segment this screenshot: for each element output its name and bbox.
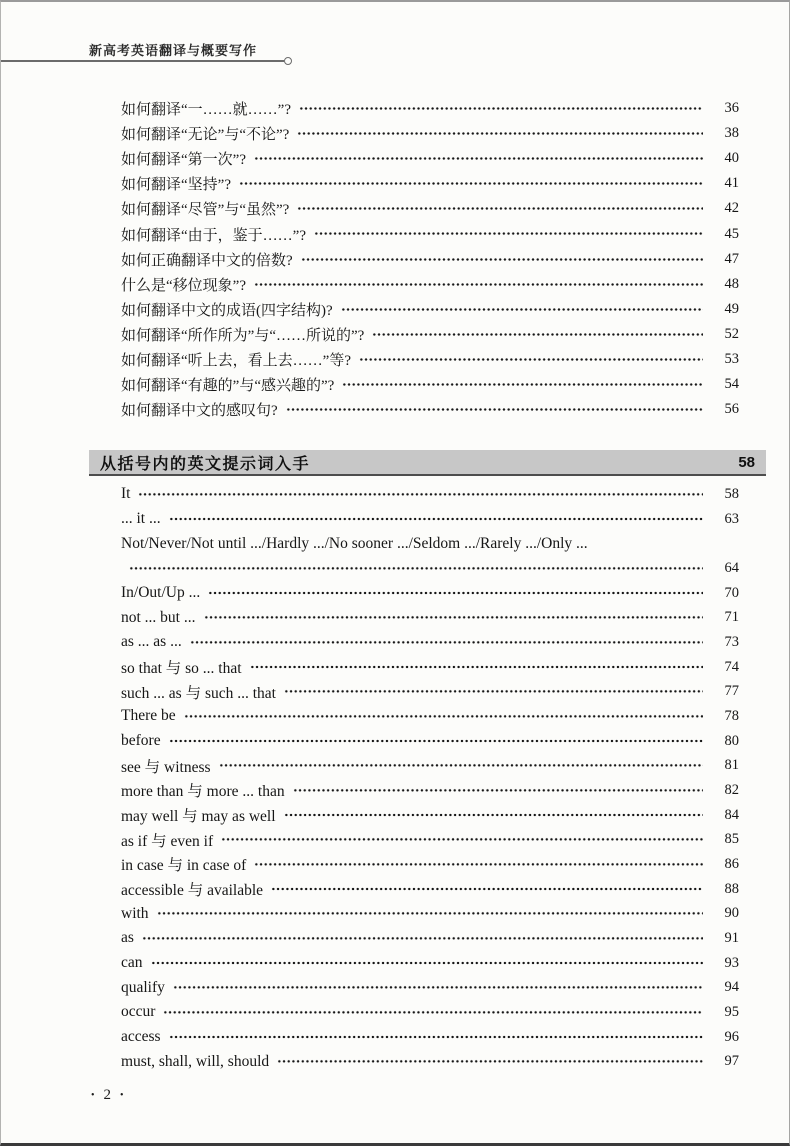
dot-leader [221, 827, 703, 852]
footer-decor-right-dot: • [120, 1090, 124, 1101]
toc-entry-page-number: 90 [724, 905, 739, 922]
dot-leader [299, 96, 703, 121]
toc-entry [121, 729, 739, 754]
toc-entry-label: as ... as ... [121, 633, 182, 651]
toc-entry-label: 如何翻译中文的感叹句? [121, 403, 278, 420]
toc-entry [121, 630, 739, 655]
toc-entry-page-number: 70 [724, 584, 739, 601]
dot-leader [277, 1049, 703, 1074]
page-footer [91, 1087, 124, 1104]
toc-entry-page-number: 94 [724, 979, 739, 996]
toc-entry [121, 482, 739, 507]
toc-entry-label: In/Out/Up ... [121, 584, 201, 602]
toc-entry [121, 704, 739, 729]
toc-section-page-number: 58 [738, 453, 755, 471]
toc-entry [121, 531, 739, 556]
toc-entry-page-number: 41 [724, 175, 739, 192]
toc-entry-page-number: 84 [724, 806, 739, 823]
toc-entry-label: not ... but ... [121, 608, 196, 626]
toc-entry-label: 什么是“移位现象”? [121, 277, 246, 294]
toc-entry [121, 581, 739, 606]
dot-leader [190, 630, 703, 655]
dot-leader [169, 1025, 703, 1050]
toc-entry-label: qualify [121, 978, 165, 996]
toc-entry [121, 1000, 739, 1025]
toc-entry [121, 272, 739, 297]
dot-leader [208, 581, 703, 606]
toc-entry [121, 778, 739, 803]
toc-entry-label: It [121, 485, 131, 503]
toc-entry-page-number: 80 [724, 732, 739, 749]
toc-entry [121, 1049, 739, 1074]
toc-entry [121, 852, 739, 877]
toc-entry-page-number: 42 [724, 200, 739, 217]
toc-entry [121, 877, 739, 902]
toc-entry-page-number: 49 [724, 300, 739, 317]
toc-entry-page-number: 97 [724, 1053, 739, 1070]
toc-entry [121, 926, 739, 951]
toc-entry-label: 如何翻译“第一次”? [121, 152, 246, 169]
dot-leader [284, 679, 703, 704]
toc-entry-label: access [121, 1028, 161, 1046]
dot-leader [254, 146, 703, 171]
toc-entry-page-number: 74 [724, 658, 739, 675]
toc-entry-label: more than 与 more ... than [121, 783, 285, 801]
toc-entry-label: can [121, 954, 143, 972]
toc-entry-page-number: 56 [724, 401, 739, 418]
dot-leader [142, 926, 703, 951]
toc-entry-page-number: 82 [724, 781, 739, 798]
toc-entry-page-number: 63 [724, 510, 739, 527]
toc-entry-label: with [121, 904, 149, 922]
dot-leader [250, 655, 703, 680]
toc-entry-page-number: 91 [724, 929, 739, 946]
toc-entry [121, 247, 739, 272]
toc-entry-label: 如何翻译“所作所为”与“……所说的”? [121, 327, 365, 344]
toc-entry [121, 171, 739, 196]
dot-leader [286, 397, 703, 422]
toc-entry-page-number: 95 [724, 1003, 739, 1020]
toc-entry [121, 196, 739, 221]
toc-entry-page-number: 88 [724, 880, 739, 897]
dot-leader [184, 704, 703, 729]
toc-entry-label: 如何翻译中文的成语(四字结构)? [121, 302, 333, 319]
header-rule-circle-icon [284, 57, 292, 65]
toc-entry-label: 如何翻译“无论”与“不论”? [121, 127, 290, 144]
dot-leader [293, 778, 703, 803]
toc-entry-page-number: 47 [724, 250, 739, 267]
dot-leader [204, 605, 704, 630]
toc-entry-label: There be [121, 707, 176, 725]
toc-entry-page-number: 77 [724, 683, 739, 700]
toc-entry-label: 如何翻译“由于，鉴于……”? [121, 227, 306, 244]
toc-entry-page-number: 93 [724, 954, 739, 971]
toc-entry-page-number: 64 [724, 559, 739, 576]
toc-entry-label: ... it ... [121, 510, 161, 527]
toc-section-title: 从括号内的英文提示词入手 [100, 455, 311, 473]
toc-entry-label: 如何翻译“坚持”? [121, 177, 231, 194]
toc-entry-page-number: 40 [724, 150, 739, 167]
toc-entry-label: as if 与 even if [121, 832, 214, 850]
toc-entry-page-number: 73 [724, 633, 739, 650]
toc-entry-label: as [121, 929, 134, 947]
dot-leader [219, 753, 703, 778]
toc-entry-label: 如何正确翻译中文的倍数? [121, 252, 293, 269]
toc-entry-page-number: 71 [724, 609, 739, 626]
dot-leader [284, 803, 703, 828]
toc-entry-label: see 与 witness [121, 758, 211, 776]
toc-entry-label: 如何翻译“尽管”与“虽然”? [121, 202, 290, 219]
toc-section-chinese-patterns [121, 96, 739, 422]
toc-entry [121, 297, 739, 322]
dot-leader [163, 1000, 703, 1025]
toc-entry-page-number: 54 [724, 376, 739, 393]
toc-entry-page-number: 45 [724, 225, 739, 242]
toc-entry [121, 679, 739, 704]
toc-entry-page-number: 86 [724, 855, 739, 872]
dot-leader [372, 322, 703, 347]
dot-leader [169, 729, 703, 754]
toc-section-header-bar [89, 450, 766, 476]
dot-leader [157, 901, 703, 926]
dot-leader [254, 272, 703, 297]
dot-leader [169, 507, 703, 532]
toc-entry-label: in case 与 in case of [121, 857, 247, 875]
toc-entry-label: 如何翻译“一……就……”? [121, 102, 291, 119]
toc-entry [121, 951, 739, 976]
toc-entry [121, 96, 739, 121]
toc-entry [121, 827, 739, 852]
dot-leader [359, 347, 703, 372]
toc-entry-label: may well 与 may as well [121, 808, 276, 826]
toc-entry [121, 975, 739, 1000]
dot-leader [301, 247, 703, 272]
toc-entry [121, 322, 739, 347]
toc-entry [121, 1025, 739, 1050]
dot-leader [342, 372, 703, 397]
toc-entry [121, 507, 739, 532]
toc-entry-continuation [121, 556, 739, 581]
toc-entry-page-number: 48 [724, 275, 739, 292]
toc-entry-page-number: 81 [724, 757, 739, 774]
toc-entry-page-number: 52 [724, 325, 739, 342]
dot-leader [173, 975, 703, 1000]
toc-entry [121, 901, 739, 926]
dot-leader [151, 951, 703, 976]
dot-leader [129, 556, 703, 581]
toc-entry-page-number: 53 [724, 350, 739, 367]
dot-leader [297, 121, 703, 146]
toc-entry-label: before [121, 732, 161, 750]
toc-entry [121, 347, 739, 372]
toc-entry [121, 803, 739, 828]
toc-entry-page-number: 58 [724, 485, 739, 502]
toc-entry [121, 753, 739, 778]
toc-entry [121, 655, 739, 680]
toc-entry-label: Not/Never/Not until .../Hardly .../No sooner .../Seldom .../Rarely .../Only ... [121, 534, 588, 552]
toc-entry-label: such ... as 与 such ... that [121, 684, 276, 702]
toc-section-english-prompts [121, 482, 739, 1074]
toc-entry [121, 397, 739, 422]
toc-entry-label: must, shall, will, should [121, 1052, 270, 1070]
dot-leader [314, 221, 703, 246]
header-title: 新高考英语翻译与概要写作 [89, 43, 258, 58]
toc-entry-page-number: 78 [724, 707, 739, 724]
dot-leader [138, 482, 703, 507]
header-rule-line [1, 60, 284, 62]
dot-leader [297, 196, 703, 221]
toc-entry-page-number: 85 [724, 831, 739, 848]
toc-entry-label: 如何翻译“有趣的”与“感兴趣的”? [121, 378, 335, 395]
toc-entry-label: so that 与 so ... that [121, 660, 242, 678]
dot-leader [239, 171, 703, 196]
toc-entry [121, 221, 739, 246]
toc-entry [121, 146, 739, 171]
toc-entry [121, 372, 739, 397]
toc-entry-page-number: 36 [724, 100, 739, 117]
dot-leader [341, 297, 703, 322]
toc-entry [121, 121, 739, 146]
footer-page-number: 2 [103, 1087, 112, 1103]
toc-entry-page-number: 96 [724, 1028, 739, 1045]
toc-entry-label: occur [121, 1003, 156, 1021]
footer-decor-left-dot: • [91, 1090, 95, 1101]
toc-entry-label: accessible 与 available [121, 882, 264, 900]
dot-leader [254, 852, 703, 877]
toc-entry-label: 如何翻译“听上去，看上去……”等? [121, 352, 351, 369]
toc-entry-page-number: 38 [724, 125, 739, 142]
dot-leader [271, 877, 703, 902]
toc-entry [121, 605, 739, 630]
